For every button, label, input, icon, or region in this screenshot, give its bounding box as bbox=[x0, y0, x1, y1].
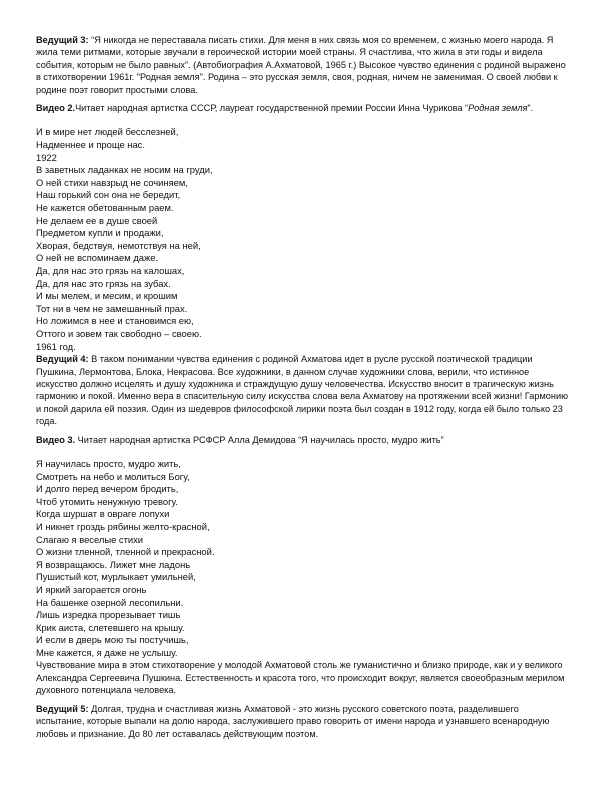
poem-line: 1922 bbox=[36, 151, 57, 163]
poem-line: И в мире нет людей бесслезней, bbox=[36, 126, 179, 138]
host5-paragraph bbox=[36, 703, 568, 740]
poem-line: Не делаем ее в душе своей bbox=[36, 214, 158, 226]
video-label: Видео 3. bbox=[36, 434, 76, 445]
poem-line: Да, для нас это грязь на зубах. bbox=[36, 277, 171, 289]
poem-line: И долго перед вечером бродить, bbox=[36, 483, 179, 495]
video2-paragraph bbox=[36, 102, 568, 114]
poem-line: В заветных ладанках не носим на груди, bbox=[36, 164, 213, 176]
poem-title: Родная земля bbox=[468, 103, 528, 114]
poem-line: Крик аиста, слетевшего на крышу. bbox=[36, 621, 185, 633]
host4-paragraph bbox=[36, 353, 568, 427]
paragraph-text: “Я никогда не переставала писать стихи. Для меня в них связь моя со временем, с жизнью моего народа. Я жила теми ритмами, которые звучали в героической истории моей страны. Я счастлива, что жила в эти годы и видела события, которым не было равных”. (Автобиография А.Ахматовой, 1965 г.) Высокое чувство единения с родиной выражено в стихотворении 1961г. "Родная земля". Родина – это русская земля, своя, родная, ничем не заменимая. О своей любви к родине поэт говорит простыми слова. bbox=[36, 35, 566, 95]
poem-line: И никнет гроздь рябины желто-красной, bbox=[36, 520, 210, 532]
poem-line: Наш горький сон она не бередит, bbox=[36, 189, 181, 201]
poem-i-learned-to-live bbox=[36, 458, 568, 660]
poem-line: Не кажется обетованным раем. bbox=[36, 202, 174, 213]
poem-line: Чтоб утомить ненужную тревогу. bbox=[36, 495, 178, 507]
poem-line: Оттого и зовем так свободно – своею. bbox=[36, 327, 202, 339]
speaker-label: Ведущий 4: bbox=[36, 354, 89, 365]
poem-line: И яркий загорается огонь bbox=[36, 583, 147, 595]
commentary-paragraph: Чувствование мира в этом стихотворение у молодой Ахматовой столь же гуманистично и близко природе, как и у великого Александра Сергеевича Пушкина. Естественность и красота того, что происходит вокруг, является своеобразным мерилом духовного потенциала человека. bbox=[36, 660, 565, 696]
speaker-label: Ведущий 5: bbox=[36, 703, 89, 714]
paragraph-text: Долгая, трудна и счастливая жизнь Ахматовой - это жизнь русского советского поэта, разделившего испытание, которые выпали на долю народа, заслужившего право говорить от имени народа и узнавшего всенародную любовь и признание. До 80 лет оставалась действующим поэтом. bbox=[36, 703, 550, 739]
poem-line: Когда шуршат в овраге лопухи bbox=[36, 508, 170, 520]
poem-line: Мне кажется, я даже не услышу. bbox=[36, 646, 178, 658]
poem-line: Слагаю я веселые стихи bbox=[36, 533, 144, 545]
poem-line: 1961 год. bbox=[36, 340, 76, 352]
poem-line: Я научилась просто, мудро жить, bbox=[36, 457, 181, 469]
speaker-label: Ведущий 3: bbox=[36, 35, 89, 45]
poem-line: И если в дверь мою ты постучишь, bbox=[36, 634, 189, 646]
poem-line: Смотреть на небо и молиться Богу, bbox=[36, 470, 190, 482]
poem-line: О жизни тленной, тленной и прекрасной. bbox=[36, 546, 215, 558]
poem-line: Лишь изредка прорезывает тишь bbox=[36, 609, 181, 621]
poem-line: Но ложимся в нее и становимся ею, bbox=[36, 315, 194, 327]
video-description: Читает народная артистка СССР, лауреат государственной премии России Инна Чурикова “ bbox=[75, 103, 469, 114]
poem-line: О ней стихи навзрыд не сочиняем, bbox=[36, 176, 188, 188]
poem-line: Тот ни в чем не замешанный прах. bbox=[36, 302, 188, 314]
video-description: Читает народная артистка РСФСР Алла Демидова “Я научилась просто, мудро жить” bbox=[75, 434, 444, 445]
paragraph-text: В таком понимании чувства единения с родиной Ахматова идет в русле русской поэтической традиции Пушкина, Лермонтова, Блока, Некрасова. Все художники, в данном случае художники слова, верили, что истинное искусство должно исцелять и душу художника и страждущую душу человечества. Искусство вносит в трагическую жизнь гармонию и покой. Именно вера в спасительную силу искусства слова вела Ахматову на протяжении всей жизни! Гармонию и покой дарила ей поэзия. Один из шедевров философской лирики поэта был создан в 1912 году, когда ей было только 23 года. bbox=[36, 354, 569, 427]
video-label: Видео 2. bbox=[36, 103, 76, 114]
poem-line: Предметом купли и продажи, bbox=[36, 227, 164, 239]
poem-line: Хворая, бедствуя, немотствуя на ней, bbox=[36, 239, 201, 251]
poem-line: И мы мелем, и месим, и крошим bbox=[36, 290, 178, 302]
host3-paragraph bbox=[36, 34, 568, 96]
poem-line: На башенке озерной лесопильни. bbox=[36, 596, 184, 608]
poem-line: О ней не вспоминаем даже. bbox=[36, 252, 159, 264]
poem-line: Пушистый кот, мурлыкает умильней, bbox=[36, 571, 196, 583]
video-description-end: ”. bbox=[527, 103, 534, 114]
poem-line: Я возвращаюсь. Лижет мне ладонь bbox=[36, 558, 191, 570]
video3-paragraph bbox=[36, 434, 568, 446]
poem-line: Да, для нас это грязь на калошах, bbox=[36, 264, 185, 276]
poem-native-land bbox=[36, 126, 568, 353]
poem-line: Надменнее и проще нас. bbox=[36, 139, 145, 151]
